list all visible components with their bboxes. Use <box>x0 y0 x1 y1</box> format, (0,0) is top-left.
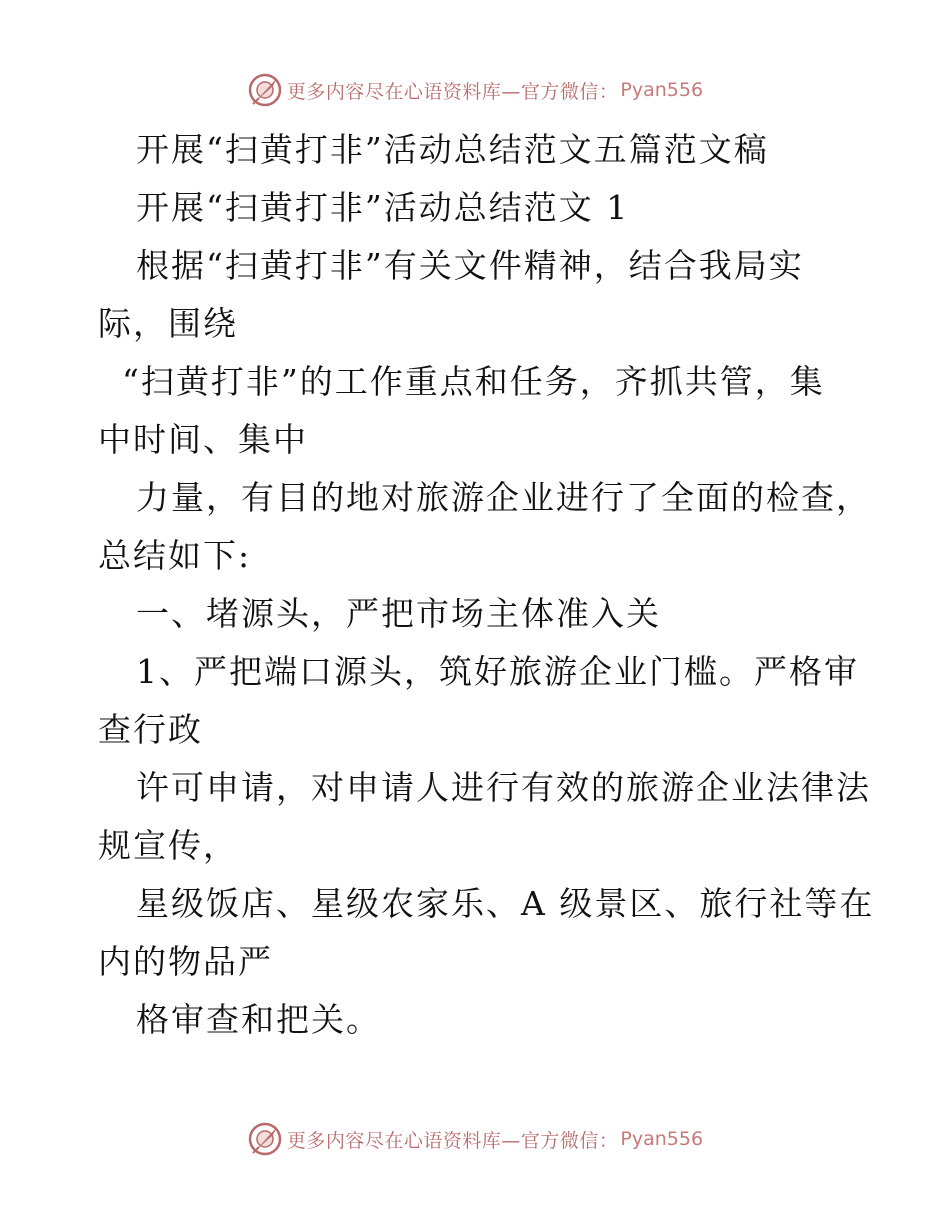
paragraph-line: 星级饭店、星级农家乐、A 级景区、旅行社等在 <box>136 884 875 923</box>
paragraph-line: “扫黄打非”的工作重点和任务，齐抓共管，集 <box>122 362 825 401</box>
paragraph-line: 总结如下: <box>98 536 252 575</box>
paragraph-line: 根据“扫黄打非”有关文件精神，结合我局实 <box>136 246 804 285</box>
paragraph-line: 力量，有目的地对旅游企业进行了全面的检查， <box>136 478 871 517</box>
paragraph-line: 1、严把端口源头，筑好旅游企业门槛。严格审 <box>136 652 859 691</box>
footer-banner-text: 更多内容尽在心语资料库—官方微信： <box>286 1129 619 1152</box>
paragraph-line: 许可申请，对申请人进行有效的旅游企业法律法 <box>136 768 871 807</box>
footer-wechat-id: Pyan556 <box>620 1128 704 1150</box>
paragraph-line: 中时间、集中 <box>98 420 308 459</box>
section-heading: 一、堵源头，严把市场主体准入关 <box>136 594 661 633</box>
footer-watermark-banner <box>0 1119 950 1159</box>
paragraph-line: 格审查和把关。 <box>136 1000 381 1039</box>
document-subtitle: 开展“扫黄打非”活动总结范文 1 <box>136 188 630 227</box>
quill-logo-icon <box>247 1121 283 1157</box>
quill-logo-icon <box>247 72 283 108</box>
document-title: 开展“扫黄打非”活动总结范文五篇范文稿 <box>136 130 769 169</box>
header-watermark-banner <box>0 70 950 110</box>
header-banner-text: 更多内容尽在心语资料库—官方微信： <box>286 80 619 103</box>
header-wechat-id: Pyan556 <box>620 79 704 101</box>
paragraph-line: 际，围绕 <box>98 304 238 343</box>
paragraph-line: 内的物品严 <box>98 942 273 981</box>
paragraph-line: 查行政 <box>98 710 203 749</box>
paragraph-line: 规宣传， <box>98 826 238 865</box>
document-body <box>98 121 875 1049</box>
